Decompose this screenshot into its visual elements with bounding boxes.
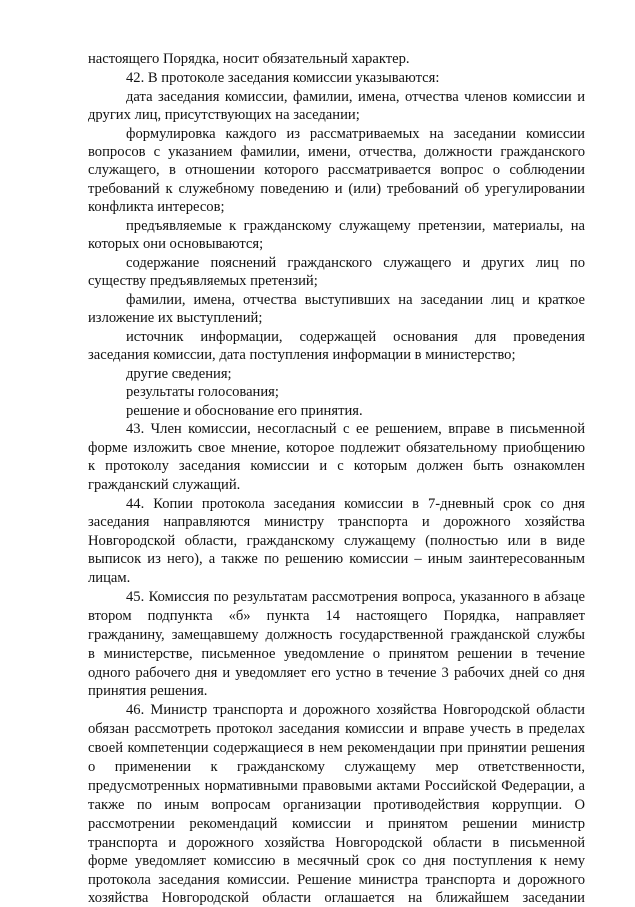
text-line: хозяйства Новгородской области оглашается на ближайшем заседании <box>88 890 585 906</box>
text-line: втором подпункта «б» пункта 14 настоящего Порядка, направляет <box>88 608 585 624</box>
text-line: 42. В протоколе заседания комиссии указываются: <box>126 70 440 86</box>
text-line: Новгородской области, гражданскому служащему (полностью или в виде <box>88 533 585 549</box>
text-line: предъявляемые к гражданскому служащему претензии, материалы, на <box>126 218 585 234</box>
text-line: фамилии, имена, отчества выступивших на заседании лиц и краткое <box>126 292 585 308</box>
text-line: о применении к гражданскому служащему мер ответственности, <box>88 759 585 775</box>
text-line: заседания комиссии, дата поступления информации в министерство; <box>88 347 516 363</box>
text-line: содержание пояснений гражданского служащего и других лиц по <box>126 255 585 271</box>
text-line: форме уведомляет комиссию в месячный срок со дня поступления к нему <box>88 853 585 869</box>
text-line: других лиц, присутствующих на заседании; <box>88 107 360 123</box>
text-line: другие сведения; <box>126 366 232 382</box>
text-line: заседания направляются министру транспорта и дорожного хозяйства <box>88 514 585 530</box>
text-line: форме изложить свое мнение, которое подлежит обязательному приобщению <box>88 440 585 456</box>
text-line: результаты голосования; <box>126 384 279 400</box>
text-line: вопросов с указанием фамилии, имени, отчества, должности гражданского <box>88 144 585 160</box>
text-line: решение и обоснование его принятия. <box>126 403 363 419</box>
text-line: гражданину, замещавшему должность государственной гражданской службы <box>88 627 585 643</box>
text-line: протокола заседания комиссии. Решение министра транспорта и дорожного <box>88 872 585 888</box>
text-line: в министерстве, письменное уведомление о принятом решении в течение <box>88 646 585 662</box>
text-line: также по иным вопросам организации противодействия коррупции. О <box>88 797 585 813</box>
text-line: выписок из него), а также по решению комиссии – иным заинтересованным <box>88 551 585 567</box>
text-line: настоящего Порядка, носит обязательный характер. <box>88 51 410 67</box>
text-line: своей компетенции содержащиеся в нем рекомендации при принятии решения <box>88 740 585 756</box>
text-line: формулировка каждого из рассматриваемых на заседании комиссии <box>126 126 585 142</box>
text-line: гражданский служащий. <box>88 477 241 493</box>
text-line: которых они основываются; <box>88 236 264 252</box>
text-line: 44. Копии протокола заседания комиссии в 7-дневный срок со дня <box>126 496 585 512</box>
text-line: изложение их выступлений; <box>88 310 263 326</box>
text-line: одного рабочего дня и уведомляет его устно в течение 3 рабочих дней со дня <box>88 665 585 681</box>
text-line: обязан рассмотреть протокол заседания комиссии и вправе учесть в пределах <box>88 721 585 737</box>
text-line: транспорта и дорожного хозяйства Новгородской области в письменной <box>88 835 585 851</box>
text-line: рассмотрении рекомендаций комиссии и принятом решении министр <box>88 816 585 832</box>
text-line: дата заседания комиссии, фамилии, имена, отчества членов комиссии и <box>126 89 585 105</box>
text-line: 43. Член комиссии, несогласный с ее решением, вправе в письменной <box>126 421 585 437</box>
text-line: требований к служебному поведению и (или) требований об урегулировании <box>88 181 585 197</box>
text-line: к протоколу заседания комиссии и с которым должен быть ознакомлен <box>88 458 585 474</box>
text-line: источник информации, содержащей основания для проведения <box>126 329 585 345</box>
text-line: служащего, в отношении которого рассматривается вопрос о соблюдении <box>88 162 585 178</box>
text-line: предусмотренных нормативными правовыми актами Российской Федерации, а <box>88 778 585 794</box>
text-line: 46. Министр транспорта и дорожного хозяйства Новгородской области <box>126 702 585 718</box>
text-line: конфликта интересов; <box>88 199 225 215</box>
text-line: принятия решения. <box>88 683 208 699</box>
text-line: 45. Комиссия по результатам рассмотрения вопроса, указанного в абзаце <box>126 589 585 605</box>
text-line: существу предъявляемых претензий; <box>88 273 318 289</box>
text-line: лицам. <box>88 570 131 586</box>
